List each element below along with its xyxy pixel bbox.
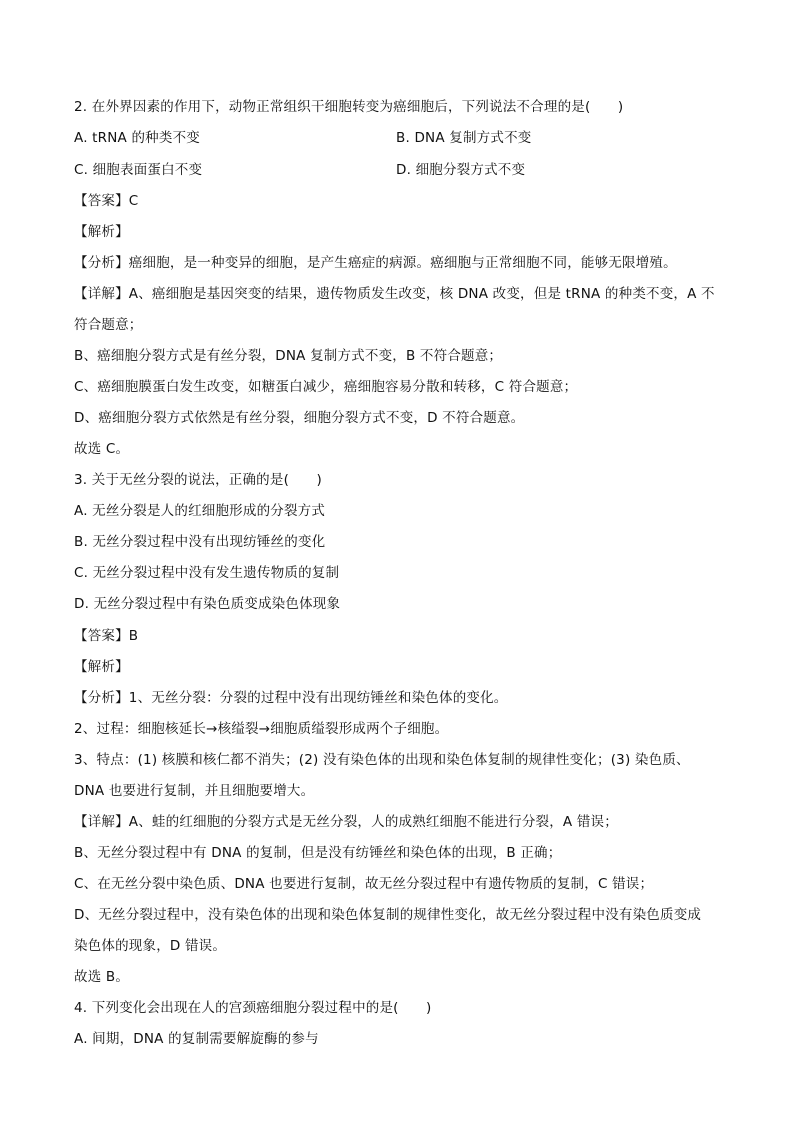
q2-xiangjie-line2: 符合题意； — [74, 317, 143, 333]
q2-fenxi: 【分析】癌细胞，是一种变异的细胞，是产生癌症的病源。癌细胞与正常细胞不同，能够无限增殖。 — [74, 255, 677, 271]
q3-option-b: B. 无丝分裂过程中没有出现纺锤丝的变化 — [74, 534, 326, 550]
q3-fenxi-line4: DNA 也要进行复制，并且细胞要增大。 — [74, 783, 315, 799]
q3-fenxi-line2: 2、过程：细胞核延长→核缢裂→细胞质缢裂形成两个子细胞。 — [74, 721, 449, 737]
q2-xiangjie-line1: 【详解】A、癌细胞是基因突变的结果，遗传物质发生改变，核 DNA 改变，但是 tRNA 的种类不变，A 不 — [74, 286, 715, 302]
q2-answer: 【答案】C — [74, 193, 139, 209]
q3-option-d: D. 无丝分裂过程中有染色质变成染色体现象 — [74, 596, 341, 612]
q3-conclusion: 故选 B。 — [74, 969, 130, 985]
q3-fenxi-line1: 【分析】1、无丝分裂：分裂的过程中没有出现纺锤丝和染色体的变化。 — [74, 690, 508, 706]
q3-stem: 3. 关于无丝分裂的说法，正确的是( ) — [74, 472, 322, 488]
q2-detail-b: B、癌细胞分裂方式是有丝分裂，DNA 复制方式不变，B 不符合题意； — [74, 348, 503, 364]
q3-option-a: A. 无丝分裂是人的红细胞形成的分裂方式 — [74, 503, 326, 519]
q3-answer: 【答案】B — [74, 628, 139, 644]
q3-xiangjie: 【详解】A、蛙的红细胞的分裂方式是无丝分裂，人的成熟红细胞不能进行分裂，A 错误； — [74, 814, 618, 830]
q3-detail-d-line2: 染色体的现象，D 错误。 — [74, 938, 227, 954]
q3-detail-d-line1: D、无丝分裂过程中，没有染色体的出现和染色体复制的规律性变化，故无丝分裂过程中没有染色质变成 — [74, 907, 702, 923]
q3-option-c: C. 无丝分裂过程中没有发生遗传物质的复制 — [74, 565, 340, 581]
q4-stem: 4. 下列变化会出现在人的宫颈癌细胞分裂过程中的是( ) — [74, 1000, 432, 1016]
q2-conclusion: 故选 C。 — [74, 441, 130, 457]
q2-option-a: A. tRNA 的种类不变 — [74, 130, 200, 146]
q2-option-c: C. 细胞表面蛋白不变 — [74, 162, 203, 178]
q3-analysis-title: 【解析】 — [74, 659, 129, 675]
q2-option-d: D. 细胞分裂方式不变 — [396, 162, 526, 178]
q4-option-a: A. 间期，DNA 的复制需要解旋酶的参与 — [74, 1031, 319, 1047]
q2-detail-c: C、癌细胞膜蛋白发生改变，如糖蛋白减少，癌细胞容易分散和转移，C 符合题意； — [74, 379, 578, 395]
q2-detail-d: D、癌细胞分裂方式依然是有丝分裂，细胞分裂方式不变，D 不符合题意。 — [74, 410, 525, 426]
q3-detail-b: B、无丝分裂过程中有 DNA 的复制，但是没有纺锤丝和染色体的出现，B 正确； — [74, 845, 562, 861]
q2-option-b: B. DNA 复制方式不变 — [396, 130, 532, 146]
q3-detail-c: C、在无丝分裂中染色质、DNA 也要进行复制，故无丝分裂过程中有遗传物质的复制，C 错误； — [74, 876, 654, 892]
q3-fenxi-line3: 3、特点：(1) 核膜和核仁都不消失；(2) 没有染色体的出现和染色体复制的规律性变化；(3) 染色质、 — [74, 752, 690, 768]
q2-analysis-title: 【解析】 — [74, 224, 129, 240]
q2-stem: 2. 在外界因素的作用下，动物正常组织干细胞转变为癌细胞后，下列说法不合理的是( ) — [74, 99, 624, 115]
